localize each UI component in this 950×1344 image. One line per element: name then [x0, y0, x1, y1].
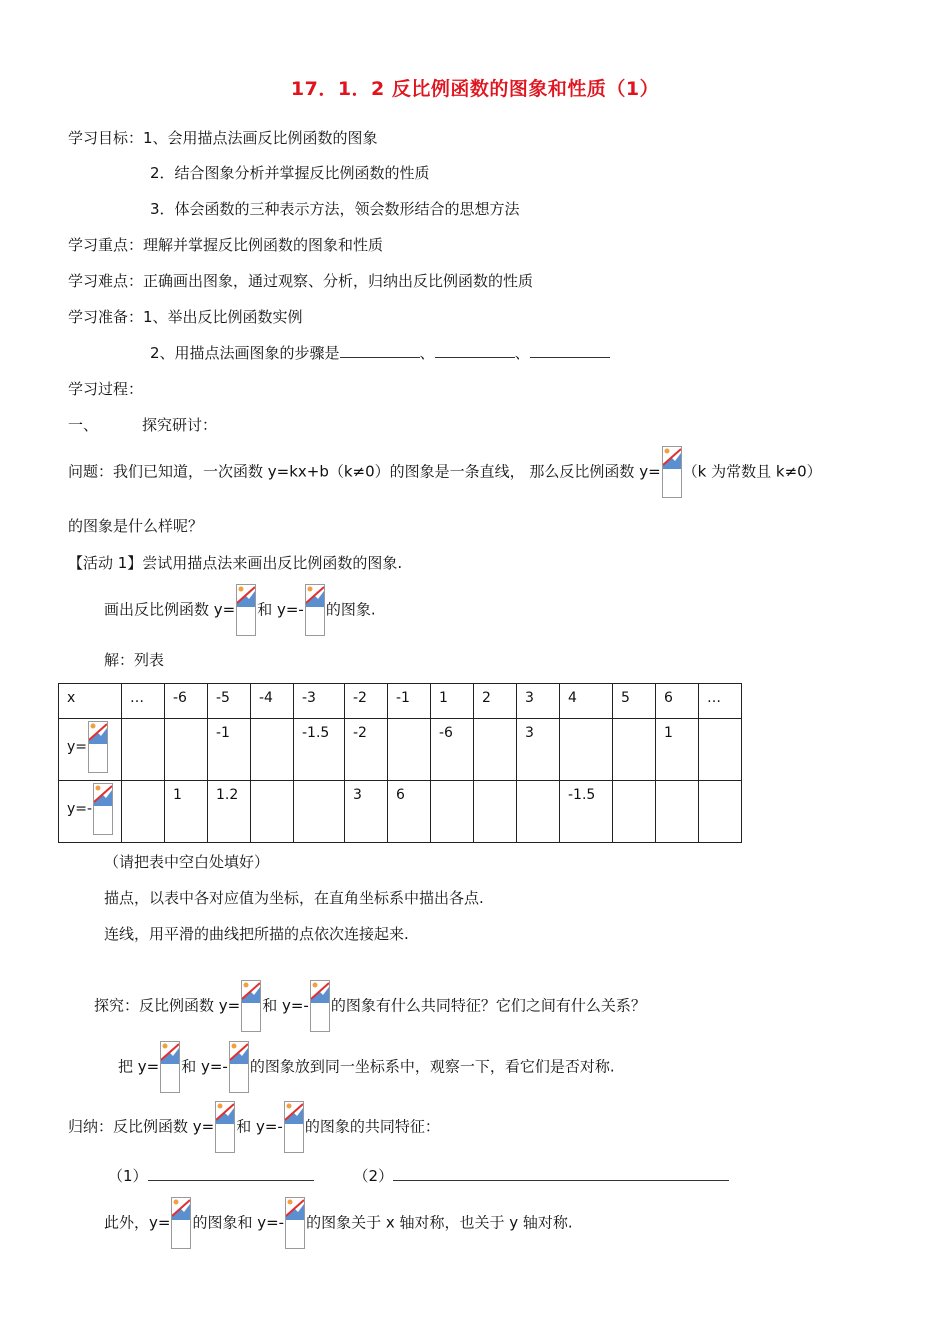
blank-number: （1） [108, 1167, 148, 1185]
table-cell[interactable]: -6 [431, 719, 474, 781]
induce-text: 归纳：反比例函数 y= [68, 1117, 215, 1136]
broken-image-icon [236, 584, 256, 636]
table-cell[interactable] [613, 781, 656, 843]
besides-line [104, 1197, 573, 1249]
prep-item-1: 1、举出反比例函数实例 [143, 308, 303, 326]
besides-text: 的图象关于 x 轴对称，也关于 y 轴对称. [306, 1213, 573, 1232]
table-header-row [59, 684, 742, 719]
question-text: 问题：我们已知道，一次函数 y=kx+b（k≠0）的图象是一条直线， 那么反比例函数 y= [68, 462, 661, 481]
table-cell: 2 [474, 684, 517, 719]
table-cell[interactable]: 1.2 [208, 781, 251, 843]
goals-label: 学习目标： [68, 129, 144, 147]
row-label: y= [67, 739, 88, 755]
induce-text: 和 y=- [236, 1117, 283, 1136]
draw-text: 和 y=- [257, 600, 304, 619]
answer-blank[interactable] [340, 343, 420, 358]
page-title: 17．1．2 反比例函数的图象和性质（1） [290, 78, 660, 100]
table-cell: 3 [517, 684, 560, 719]
broken-image-icon [160, 1041, 180, 1093]
section-1 [68, 415, 217, 435]
value-table [58, 683, 742, 843]
table-cell[interactable]: -2 [345, 719, 388, 781]
table-cell[interactable] [613, 719, 656, 781]
table-cell[interactable] [474, 719, 517, 781]
table-cell[interactable]: -1.5 [294, 719, 345, 781]
feature-blanks [108, 1166, 729, 1186]
key-point: 学习重点：理解并掌握反比例函数的图象和性质 [68, 236, 384, 254]
blank-number: （2） [353, 1167, 394, 1185]
question-condition: （k 为常数且 k≠0） [682, 462, 822, 481]
goal-item-2: 2．结合图象分析并掌握反比例函数的性质 [150, 164, 430, 182]
table-cell: x [59, 684, 122, 719]
draw-text: 画出反比例函数 y= [104, 600, 236, 619]
table-cell[interactable] [251, 781, 294, 843]
table-cell[interactable] [122, 781, 165, 843]
draw-line [104, 584, 376, 636]
table-cell: -1 [388, 684, 431, 719]
table-cell[interactable] [122, 719, 165, 781]
goal-item-3: 3．体会函数的三种表示方法，领会数形结合的思想方法 [150, 200, 520, 218]
table-row [59, 781, 742, 843]
table-cell[interactable] [294, 781, 345, 843]
activity-1: 【活动 1】尝试用描点法来画出反比例函数的图象. [68, 554, 403, 572]
table-cell: … [699, 684, 742, 719]
broken-image-icon [310, 980, 330, 1032]
solution-label: 解：列表 [104, 651, 165, 669]
table-cell: … [122, 684, 165, 719]
question-line-2: 的图象是什么样呢？ [68, 517, 204, 535]
table-cell[interactable] [431, 781, 474, 843]
besides-text: 的图象和 y=- [192, 1213, 285, 1232]
besides-text: 此外，y= [104, 1213, 171, 1232]
table-cell[interactable] [251, 719, 294, 781]
induce-line [68, 1101, 440, 1153]
table-cell: 1 [431, 684, 474, 719]
row-label-cell [59, 781, 122, 843]
prep-label: 学习准备： [68, 308, 144, 326]
answer-blank[interactable] [393, 1166, 729, 1181]
table-cell: 5 [613, 684, 656, 719]
answer-blank[interactable] [435, 343, 515, 358]
broken-image-icon [171, 1197, 191, 1249]
broken-image-icon [215, 1101, 235, 1153]
put-text: 的图象放到同一坐标系中，观察一下，看它们是否对称. [249, 1057, 615, 1076]
table-cell: -6 [165, 684, 208, 719]
goals-line-1 [68, 128, 378, 148]
plot-instruction: 描点，以表中各对应值为坐标，在直角坐标系中描出各点. [104, 889, 484, 907]
table-cell[interactable] [388, 719, 431, 781]
separator: 、 [514, 344, 530, 362]
induce-text: 的图象的共同特征： [304, 1117, 440, 1136]
explore-text: 的图象有什么共同特征？它们之间有什么关系？ [330, 996, 646, 1015]
process-label: 学习过程： [68, 380, 144, 398]
prep-line-1 [68, 307, 303, 327]
table-cell[interactable] [517, 781, 560, 843]
section-number: 一、 [68, 416, 99, 434]
put-text: 和 y=- [181, 1057, 228, 1076]
table-cell[interactable] [560, 719, 613, 781]
table-cell[interactable]: 3 [345, 781, 388, 843]
prep-item-2: 2、用描点法画图象的步骤是 [150, 344, 340, 362]
table-cell: -5 [208, 684, 251, 719]
table-cell[interactable] [699, 781, 742, 843]
broken-image-icon [305, 584, 325, 636]
put-text: 把 y= [118, 1057, 160, 1076]
prep-line-2 [150, 343, 610, 363]
broken-image-icon [662, 446, 682, 498]
table-cell[interactable]: 1 [656, 719, 699, 781]
table-cell: -3 [294, 684, 345, 719]
table-cell: -4 [251, 684, 294, 719]
table-row [59, 719, 742, 781]
question-line [68, 446, 822, 498]
table-cell[interactable] [165, 719, 208, 781]
put-line [118, 1041, 615, 1093]
table-cell: 6 [656, 684, 699, 719]
table-cell[interactable] [699, 719, 742, 781]
table-cell[interactable]: -1.5 [560, 781, 613, 843]
explore-text: 探究：反比例函数 y= [94, 996, 241, 1015]
broken-image-icon [88, 721, 108, 773]
table-cell[interactable]: 1 [165, 781, 208, 843]
broken-image-icon [241, 980, 261, 1032]
row-label-cell [59, 719, 122, 781]
answer-blank[interactable] [530, 343, 610, 358]
broken-image-icon [229, 1041, 249, 1093]
explore-line [94, 980, 646, 1032]
separator: 、 [419, 344, 435, 362]
connect-instruction: 连线，用平滑的曲线把所描的点依次连接起来. [104, 925, 409, 943]
fill-note: （请把表中空白处填好） [104, 853, 270, 871]
answer-blank[interactable] [148, 1166, 314, 1181]
goal-item-1: 1、会用描点法画反比例函数的图象 [143, 129, 378, 147]
broken-image-icon [285, 1197, 305, 1249]
broken-image-icon [284, 1101, 304, 1153]
table-cell[interactable]: -1 [208, 719, 251, 781]
table-cell[interactable]: 3 [517, 719, 560, 781]
table-cell[interactable] [474, 781, 517, 843]
table-cell: -2 [345, 684, 388, 719]
table-cell[interactable] [656, 781, 699, 843]
row-label: y=- [67, 801, 93, 817]
difficulty: 学习难点：正确画出图象，通过观察、分析，归纳出反比例函数的性质 [68, 272, 534, 290]
broken-image-icon [93, 783, 113, 835]
table-cell: 4 [560, 684, 613, 719]
explore-text: 和 y=- [262, 996, 309, 1015]
section-title: 探究研讨： [142, 416, 218, 434]
table-cell[interactable]: 6 [388, 781, 431, 843]
draw-text: 的图象. [325, 600, 376, 619]
